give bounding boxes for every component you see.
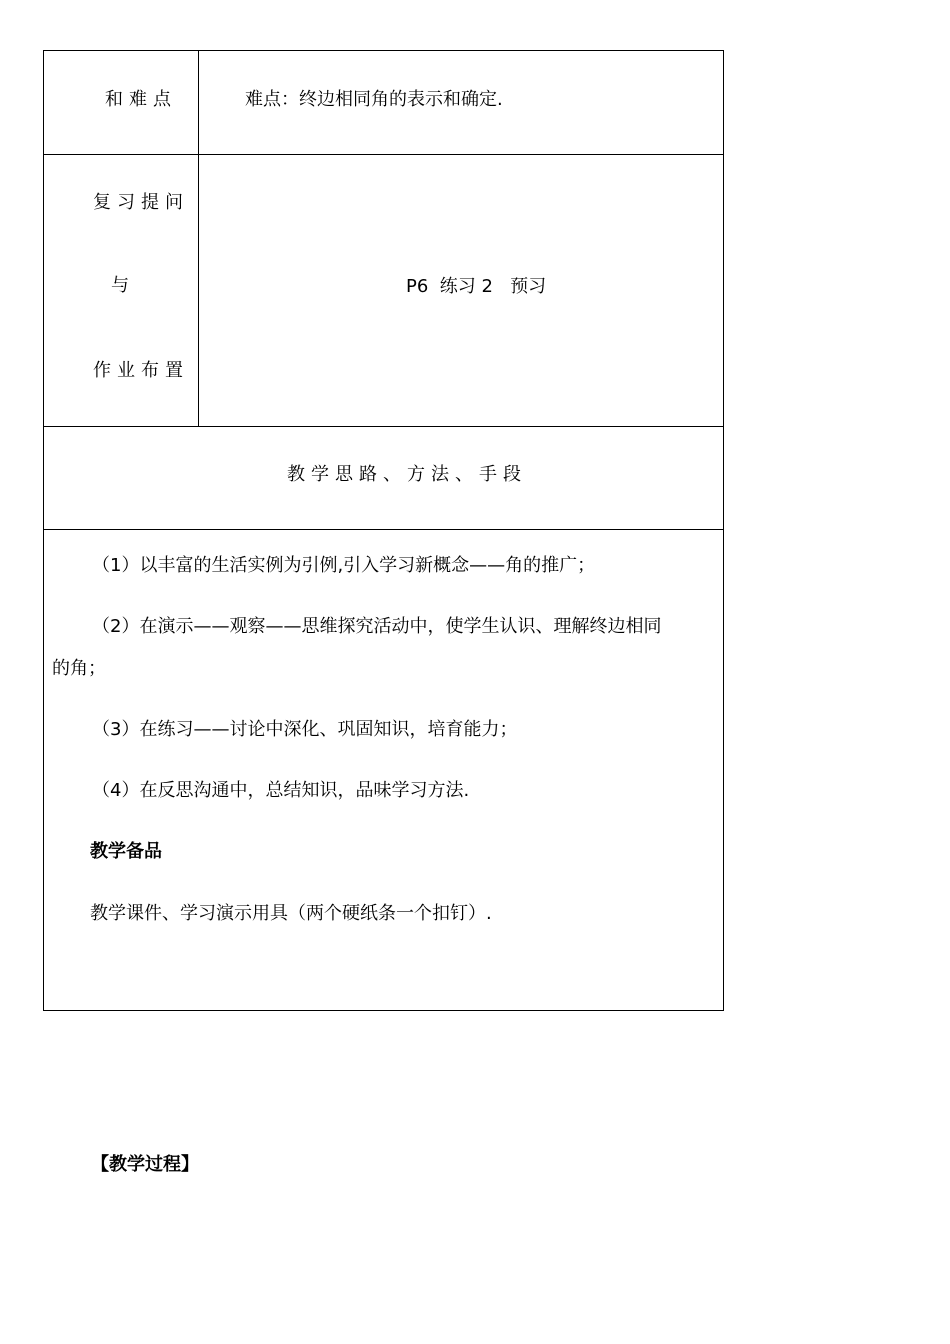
table-divider	[44, 154, 723, 155]
table-divider	[44, 529, 723, 530]
row-content-difficulty: 难点：终边相同角的表示和确定.	[245, 89, 503, 110]
list-item-continuation: 的角；	[52, 658, 106, 679]
table-divider	[44, 426, 723, 427]
teaching-materials-text: 教学课件、学习演示用具（两个硬纸条一个扣钉）.	[90, 903, 492, 924]
row-label-review-line2: 与	[111, 275, 129, 296]
list-item: （4）在反思沟通中，总结知识，品味学习方法.	[92, 780, 470, 801]
row-label-review-line1: 复习提问	[93, 192, 189, 213]
lesson-plan-table	[43, 50, 724, 1011]
list-item: （1）以丰富的生活实例为引例,引入学习新概念——角的推广；	[92, 555, 596, 576]
section-heading-teaching-process: 【教学过程】	[91, 1154, 199, 1175]
table-column-divider	[198, 51, 199, 426]
section-heading-teaching-approach: 教学思路、方法、手段	[287, 464, 527, 485]
list-item: （2）在演示——观察——思维探究活动中，使学生认识、理解终边相同	[92, 616, 662, 637]
row-label-review-line3: 作业布置	[93, 360, 189, 381]
row-label-key-points: 和难点	[105, 89, 177, 110]
row-content-homework: P6 练习 2 预习	[406, 276, 547, 297]
list-item: （3）在练习——讨论中深化、巩固知识，培育能力；	[92, 719, 518, 740]
subheading-teaching-materials: 教学备品	[90, 841, 162, 862]
